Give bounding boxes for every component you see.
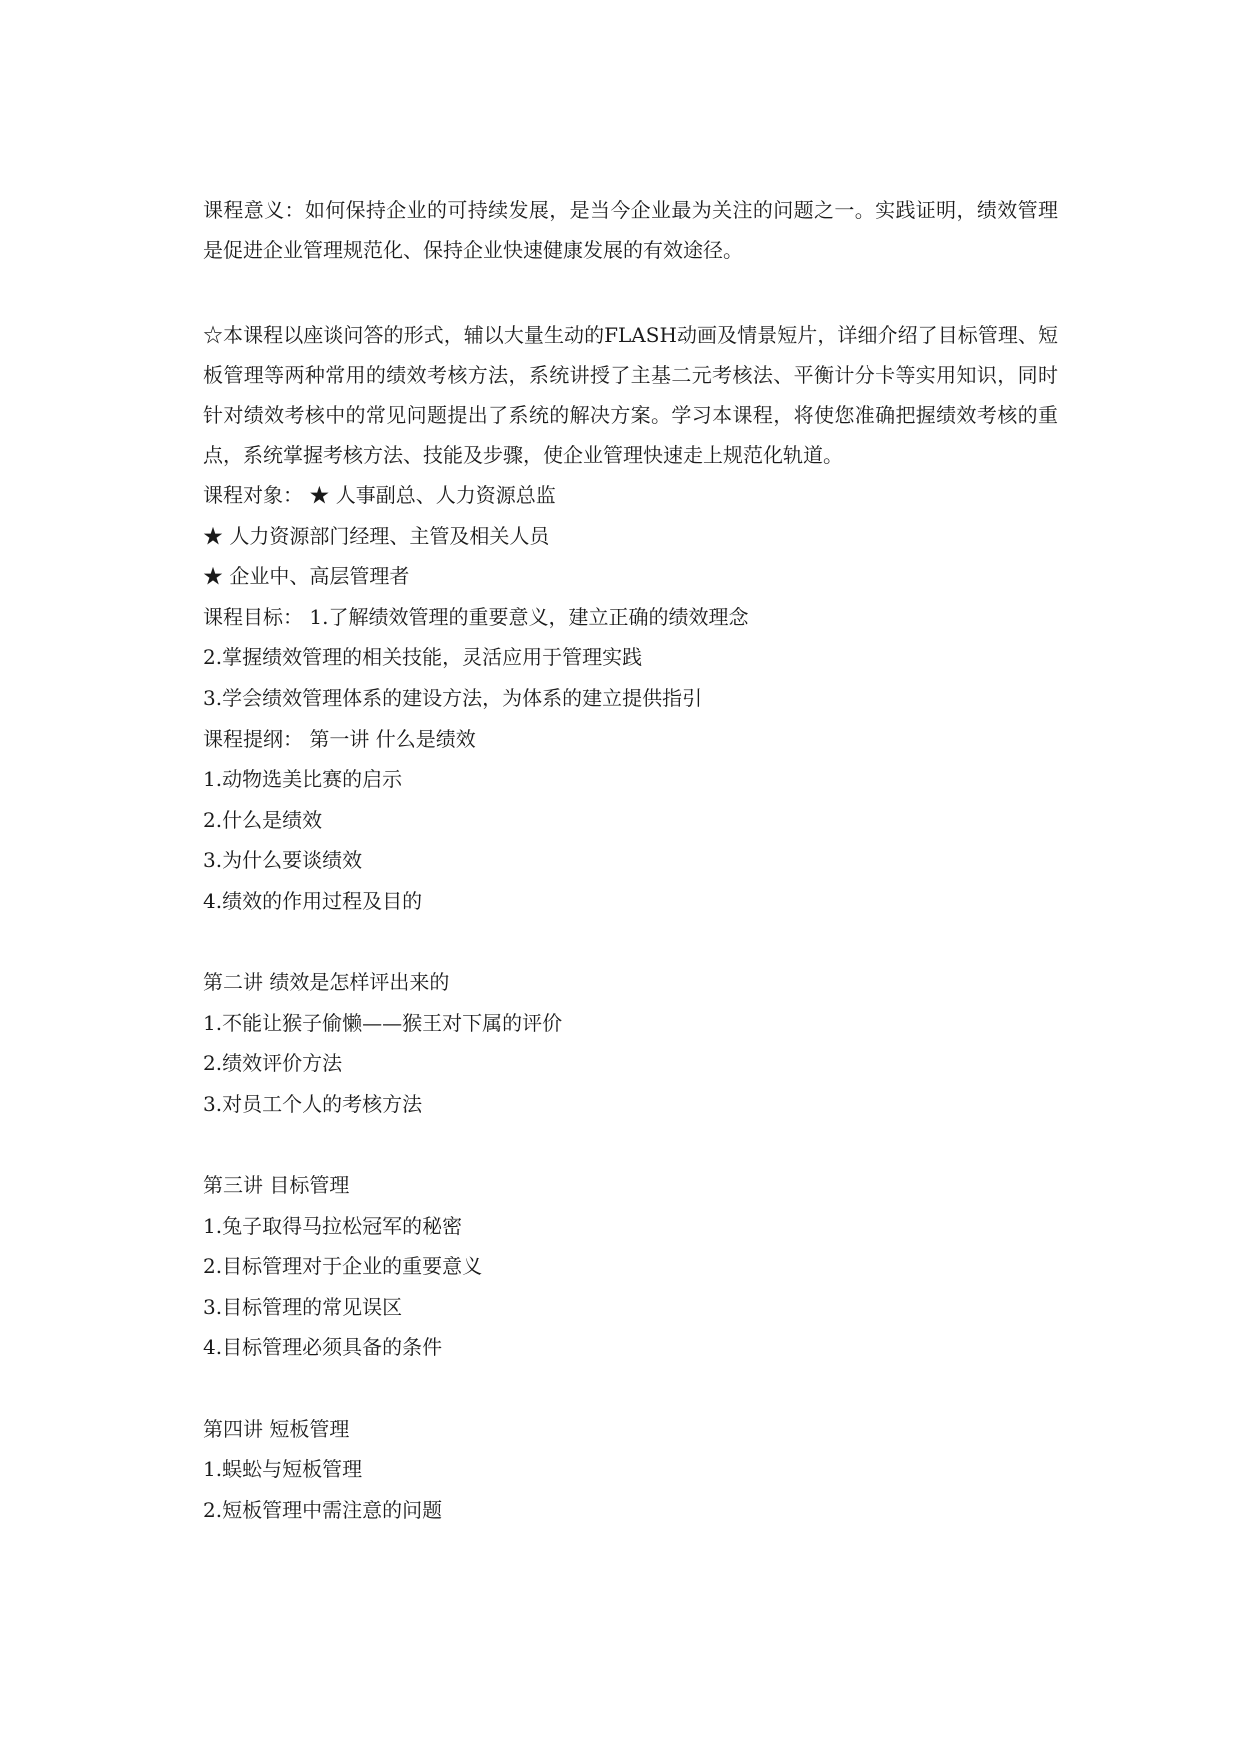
intro-paragraph: 课程意义：如何保持企业的可持续发展，是当今企业最为关注的问题之一。实践证明，绩效管理是促进企业管理规范化、保持企业快速健康发展的有效途径。 bbox=[203, 198, 1058, 262]
outline-label: 课程提纲： bbox=[203, 726, 303, 751]
goals-label: 课程目标： bbox=[203, 604, 303, 629]
outline-item: 3.对员工个人的考核方法 bbox=[203, 1091, 423, 1116]
outline-item: 3.为什么要谈绩效 bbox=[203, 848, 363, 873]
outline-line bbox=[203, 719, 1058, 760]
outline-item: 1.不能让猴子偷懒——猴王对下属的评价 bbox=[203, 1010, 563, 1035]
outline-item: 1.兔子取得马拉松冠军的秘密 bbox=[203, 1213, 463, 1238]
goal-item: 3.学会绩效管理体系的建设方法，为体系的建立提供指引 bbox=[203, 685, 703, 710]
audience-item: ★ 人事副总、人力资源总监 bbox=[309, 483, 556, 507]
outline-item: 2.什么是绩效 bbox=[203, 807, 323, 832]
outline-item: 2.短板管理中需注意的问题 bbox=[203, 1497, 443, 1522]
spacer bbox=[203, 1125, 1058, 1166]
outline-item: 2.绩效评价方法 bbox=[203, 1051, 343, 1076]
audience-line bbox=[203, 475, 1058, 516]
audience-item: ★ 人力资源部门经理、主管及相关人员 bbox=[203, 523, 550, 548]
outline-item: 2.目标管理对于企业的重要意义 bbox=[203, 1254, 483, 1279]
outline-item: 1.动物选美比赛的启示 bbox=[203, 767, 403, 792]
spacer bbox=[203, 922, 1058, 963]
lecture-title: 第一讲 什么是绩效 bbox=[309, 726, 476, 751]
lecture-title: 第三讲 目标管理 bbox=[203, 1173, 350, 1198]
goal-item: 1.了解绩效管理的重要意义，建立正确的绩效理念 bbox=[309, 604, 749, 629]
audience-item: ★ 企业中、高层管理者 bbox=[203, 564, 410, 589]
outline-item: 1.蜈蚣与短板管理 bbox=[203, 1457, 363, 1482]
lecture-title: 第四讲 短板管理 bbox=[203, 1416, 350, 1441]
goals-line bbox=[203, 597, 1058, 638]
lecture-title: 第二讲 绩效是怎样评出来的 bbox=[203, 970, 450, 995]
document-page bbox=[203, 190, 1058, 1530]
outline-item: 4.绩效的作用过程及目的 bbox=[203, 888, 423, 913]
audience-label: 课程对象： bbox=[203, 483, 303, 507]
goal-item: 2.掌握绩效管理的相关技能，灵活应用于管理实践 bbox=[203, 645, 643, 670]
overview-paragraph: ☆本课程以座谈问答的形式，辅以大量生动的FLASH动画及情景短片，详细介绍了目标管理、短板管理等两种常用的绩效考核方法，系统讲授了主基二元考核法、平衡计分卡等实用知识，同时针对绩效考核中的常见问题提出了系统的解决方案。学习本课程，将使您准确把握绩效考核的重点，系统掌握考核方法、技能及步骤，使企业管理快速走上规范化轨道。 bbox=[203, 323, 1058, 467]
outline-item: 4.目标管理必须具备的条件 bbox=[203, 1335, 443, 1360]
spacer bbox=[203, 1368, 1058, 1409]
outline-item: 3.目标管理的常见误区 bbox=[203, 1294, 403, 1319]
spacer bbox=[203, 270, 1058, 315]
